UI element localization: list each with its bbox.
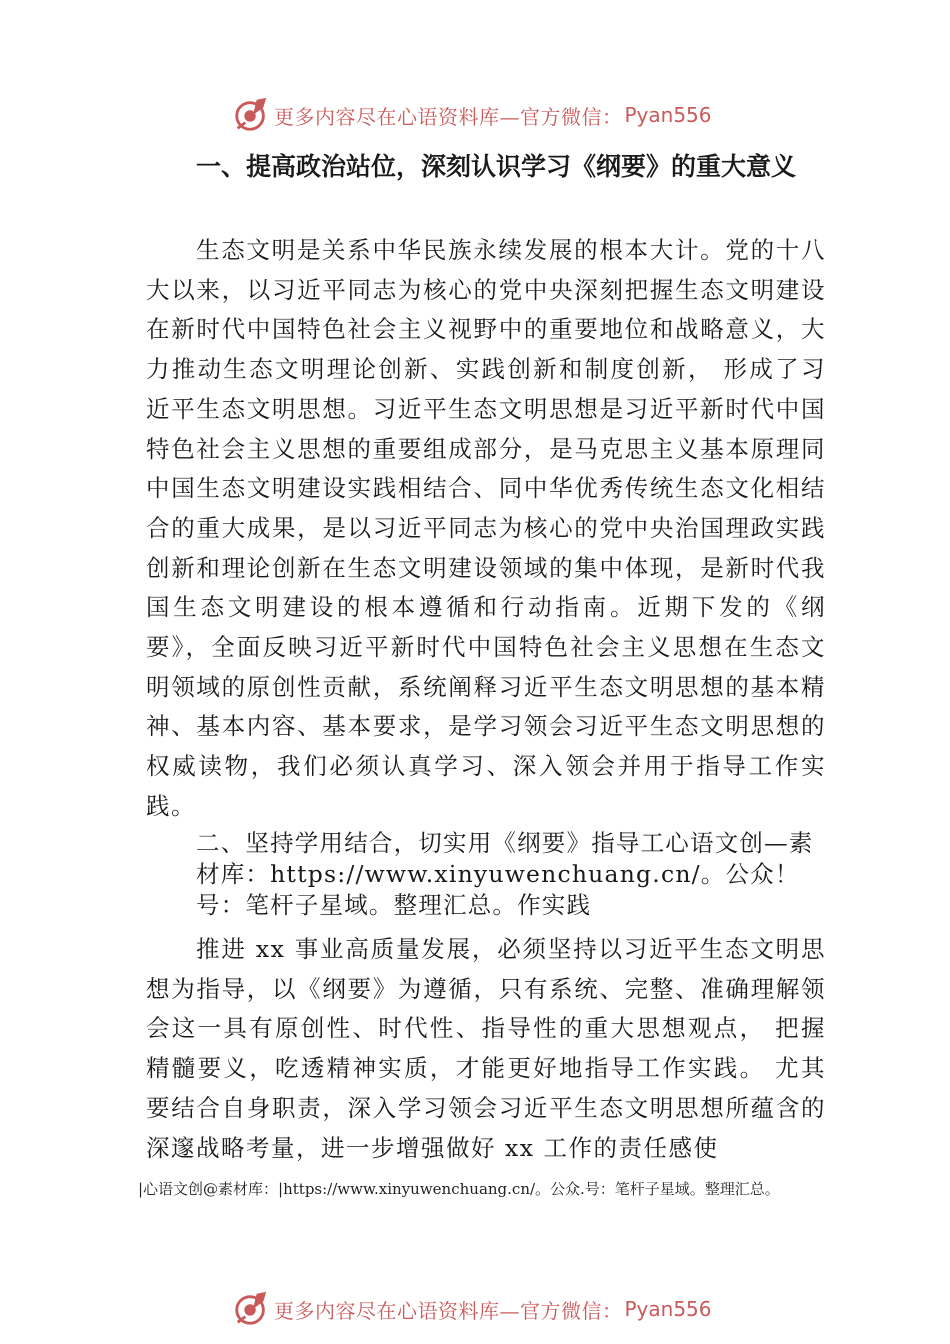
body-paragraph-2: 推进 xx 事业高质量发展，必须坚持以习近平生态文明思想为指导，以《纲要》为遵循，只有系统、完整、准确理解领会这一具有原创性、时代性、指导性的重大思想观点， 把握精髓要义，吃透精神实质，才能更好地指导工作实践。 尤其要结合自身职责，深入学习领会习近平生态文明思想所蕴含的深邃战略考量，进一步增强做好 xx 工作的责任感使 [146, 935, 826, 1162]
banner-wechat-id: Pyan556 [624, 1297, 712, 1321]
footer-banner [0, 1284, 950, 1334]
header-banner [0, 90, 950, 140]
pen-logo-icon [232, 1290, 270, 1328]
pen-logo-icon [232, 96, 270, 134]
footnote: |心语文创@素材库：|https://www.xinyuwenchuang.cn/。公众.号：笔杆子星域。整理汇总。 [138, 1180, 780, 1198]
section-heading-1: 一、提高政治站位，深刻认识学习《纲要》的重大意义 [196, 152, 797, 181]
banner-text: 更多内容尽在心语资料库—官方微信： [274, 1298, 623, 1323]
section-heading-2: 二、坚持学用结合，切实用《纲要》指导工心语文创—素材库：https://www.xinyuwenchuang.cn/。公众！号：笔杆子星域。整理汇总。作实践 [196, 829, 814, 919]
banner-text: 更多内容尽在心语资料库—官方微信： [274, 104, 623, 129]
banner-wechat-id: Pyan556 [624, 103, 712, 127]
body-paragraph-1: 生态文明是关系中华民族永续发展的根本大计。党的十八大以来，以习近平同志为核心的党中央深刻把握生态文明建设在新时代中国特色社会主义视野中的重要地位和战略意义，大力推动生态文明理论创新、实践创新和制度创新， 形成了习近平生态文明思想。习近平生态文明思想是习近平新时代中国特色社会主义思想的重要组成部分，是马克思主义基本原理同中国生态文明建设实践相结合、同中华优秀传统生态文化相结合的重大成果，是以习近平同志为核心的党中央治国理政实践创新和理论创新在生态文明建设领域的集中体现，是新时代我国生态文明建设的根本遵循和行动指南。近期下发的《纲要》，全面反映习近平新时代中国特色社会主义思想在生态文明领域的原创性贡献，系统阐释习近平生态文明思想的基本精神、基本内容、基本要求，是学习领会习近平生态文明思想的权威读物，我们必须认真学习、深入领会并用于指导工作实践。 [146, 236, 826, 820]
